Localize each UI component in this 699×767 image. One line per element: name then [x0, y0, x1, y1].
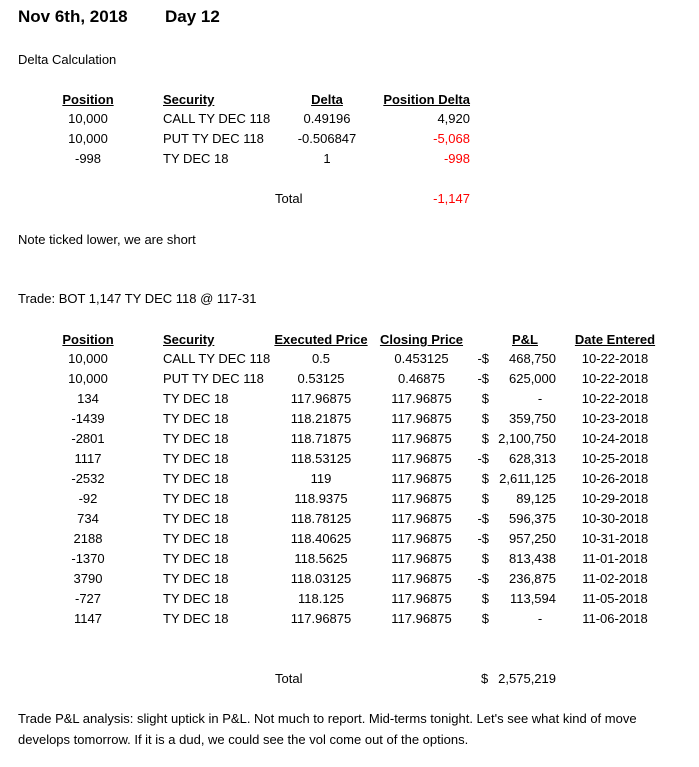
delta-section-title: Delta Calculation	[18, 52, 117, 67]
column-header-pnl: P&L	[512, 332, 538, 347]
pnl-cell: 113,594	[509, 591, 556, 606]
date-entered-cell: 10-25-2018	[581, 451, 649, 466]
closing-price-cell: 117.96875	[391, 431, 452, 446]
column-header-security: Security	[163, 92, 215, 107]
trade-row	[0, 529, 699, 549]
date-entered-cell: 11-05-2018	[582, 591, 648, 606]
security-cell: TY DEC 18	[163, 591, 229, 606]
pnl-cell: 359,750	[509, 411, 556, 426]
executed-price-cell: 118.125	[297, 591, 345, 606]
trade-row	[0, 589, 699, 609]
position-cell: -1439	[71, 411, 105, 426]
delta-total-value: -1,147	[433, 191, 470, 206]
pnl-cell: 628,313	[509, 451, 556, 466]
security-cell: TY DEC 18	[163, 491, 229, 506]
trade-total-value: 2,575,219	[498, 671, 556, 686]
date-entered-cell: 10-26-2018	[581, 471, 649, 486]
security-cell: TY DEC 18	[163, 431, 229, 446]
closing-price-cell: 117.96875	[391, 391, 452, 406]
security-cell: PUT TY DEC 118	[163, 131, 264, 146]
executed-price-cell: 118.21875	[290, 411, 352, 426]
security-cell: TY DEC 18	[163, 151, 229, 166]
pnl-sign-cell: -$	[477, 451, 489, 466]
trade-row	[0, 489, 699, 509]
closing-price-cell: 117.96875	[391, 411, 452, 426]
position-cell: 134	[77, 391, 99, 406]
column-header-executed-price: Executed Price	[274, 332, 368, 347]
pnl-cell: 813,438	[509, 551, 556, 566]
pnl-cell: 625,000	[509, 371, 556, 386]
date-entered-cell: 11-06-2018	[582, 611, 648, 626]
position-cell: -2801	[71, 431, 105, 446]
security-cell: CALL TY DEC 118	[163, 351, 271, 366]
date-entered-cell: 11-02-2018	[582, 571, 648, 586]
pnl-sign-cell: $	[481, 471, 489, 486]
trade-row	[0, 609, 699, 629]
pnl-sign-cell: $	[481, 591, 489, 606]
column-header-position-delta: Position Delta	[383, 92, 470, 107]
pnl-sign-cell: -$	[477, 531, 489, 546]
executed-price-cell: 118.78125	[290, 511, 352, 526]
closing-price-cell: 0.453125	[394, 351, 449, 366]
delta-table-header	[0, 90, 699, 110]
closing-price-cell: 117.96875	[391, 511, 452, 526]
executed-price-cell: 118.40625	[290, 531, 352, 546]
pnl-sign-cell: $	[481, 411, 489, 426]
column-header-delta: Delta	[311, 92, 343, 107]
security-cell: TY DEC 18	[163, 451, 229, 466]
executed-price-cell: 118.9375	[294, 491, 348, 506]
closing-price-cell: 117.96875	[391, 611, 452, 626]
trade-row	[0, 389, 699, 409]
delta-row	[0, 109, 699, 129]
closing-price-cell: 117.96875	[391, 531, 452, 546]
pnl-cell: 596,375	[509, 511, 556, 526]
pnl-sign-cell: $	[481, 611, 489, 626]
date-entered-cell: 10-23-2018	[581, 411, 649, 426]
security-cell: CALL TY DEC 118	[163, 111, 271, 126]
position-delta-cell: -998	[443, 151, 470, 166]
position-cell: 734	[77, 511, 99, 526]
column-header-date-entered: Date Entered	[574, 332, 656, 347]
pnl-cell: 89,125	[516, 491, 556, 506]
position-delta-cell: 4,920	[437, 111, 470, 126]
trade-row	[0, 549, 699, 569]
analysis-line-2: develops tomorrow. If it is a dud, we could see the vol come out of the options.	[18, 732, 469, 747]
trade-row	[0, 449, 699, 469]
position-cell: -998	[74, 151, 102, 166]
analysis-line-1: Trade P&L analysis: slight uptick in P&L. Not much to report. Mid-terms tonight. Let's see what kind of move	[18, 711, 637, 726]
executed-price-cell: 117.96875	[290, 391, 352, 406]
pnl-cell: 468,750	[509, 351, 556, 366]
closing-price-cell: 117.96875	[391, 471, 452, 486]
position-cell: -2532	[71, 471, 105, 486]
column-header-position: Position	[62, 92, 114, 107]
trade-table-header	[0, 330, 699, 350]
date-entered-cell: 10-31-2018	[581, 531, 649, 546]
pnl-sign-cell: -$	[477, 511, 489, 526]
executed-price-cell: 117.96875	[290, 611, 352, 626]
delta-row	[0, 149, 699, 169]
pnl-cell: 957,250	[509, 531, 556, 546]
delta-cell: 0.49196	[303, 111, 351, 126]
security-cell: PUT TY DEC 118	[163, 371, 264, 386]
executed-price-cell: 119	[310, 471, 332, 486]
security-cell: TY DEC 18	[163, 531, 229, 546]
trade-row	[0, 429, 699, 449]
position-cell: 10,000	[68, 111, 108, 126]
column-header-closing-price: Closing Price	[379, 332, 464, 347]
trade-row	[0, 469, 699, 489]
pnl-cell: 2,611,125	[499, 471, 556, 486]
position-cell: -92	[78, 491, 98, 506]
date-entered-cell: 10-22-2018	[581, 351, 649, 366]
closing-price-cell: 117.96875	[391, 571, 452, 586]
pnl-cell: 2,100,750	[498, 431, 556, 446]
security-cell: TY DEC 18	[163, 511, 229, 526]
closing-price-cell: 0.46875	[398, 371, 445, 386]
pnl-cell: 236,875	[509, 571, 556, 586]
security-cell: TY DEC 18	[163, 471, 229, 486]
date-entered-cell: 10-30-2018	[581, 511, 649, 526]
closing-price-cell: 117.96875	[391, 591, 452, 606]
pnl-sign-cell: -$	[477, 371, 489, 386]
pnl-sign-cell: -$	[477, 351, 489, 366]
date-entered-cell: 10-29-2018	[581, 491, 649, 506]
date-entered-cell: 10-24-2018	[581, 431, 649, 446]
position-cell: 10,000	[68, 131, 108, 146]
delta-cell: 1	[323, 151, 331, 166]
security-cell: TY DEC 18	[163, 571, 229, 586]
position-cell: 3790	[73, 571, 103, 586]
report-date: Nov 6th, 2018	[18, 7, 128, 26]
column-header-security: Security	[163, 332, 215, 347]
trade-row	[0, 569, 699, 589]
position-cell: 1147	[74, 611, 102, 626]
closing-price-cell: 117.96875	[391, 551, 452, 566]
pnl-cell: -	[537, 611, 543, 626]
executed-price-cell: 118.5625	[294, 551, 348, 566]
executed-price-cell: 0.5	[311, 351, 331, 366]
closing-price-cell: 117.96875	[391, 451, 452, 466]
executed-price-cell: 118.53125	[290, 451, 352, 466]
trade-row	[0, 509, 699, 529]
position-cell: 10,000	[68, 371, 108, 386]
pnl-cell: -	[537, 391, 543, 406]
pnl-sign-cell: -$	[477, 571, 489, 586]
position-cell: 10,000	[68, 351, 108, 366]
security-cell: TY DEC 18	[163, 551, 229, 566]
date-entered-cell: 10-22-2018	[581, 391, 649, 406]
security-cell: TY DEC 18	[163, 411, 229, 426]
delta-cell: -0.506847	[297, 131, 357, 146]
executed-price-cell: 0.53125	[297, 371, 345, 386]
date-entered-cell: 10-22-2018	[581, 371, 649, 386]
delta-total-label: Total	[275, 191, 303, 206]
pnl-sign-cell: $	[481, 491, 489, 506]
closing-price-cell: 117.96875	[391, 491, 452, 506]
position-cell: -1370	[71, 551, 105, 566]
trade-total-sign: $	[481, 671, 489, 686]
executed-price-cell: 118.03125	[290, 571, 352, 586]
position-cell: -727	[74, 591, 102, 606]
security-cell: TY DEC 18	[163, 611, 229, 626]
trade-total-label: Total	[275, 671, 303, 686]
trade-total-row	[0, 669, 699, 689]
pnl-sign-cell: $	[481, 551, 489, 566]
delta-note: Note ticked lower, we are short	[18, 232, 196, 247]
position-cell: 1117	[74, 451, 102, 466]
delta-row	[0, 129, 699, 149]
delta-total-row	[0, 189, 699, 209]
trade-line: Trade: BOT 1,147 TY DEC 118 @ 117-31	[18, 291, 257, 306]
pnl-sign-cell: $	[481, 431, 489, 446]
trade-row	[0, 349, 699, 369]
position-cell: 2188	[73, 531, 103, 546]
security-cell: TY DEC 18	[163, 391, 229, 406]
report-day: Day 12	[165, 7, 220, 26]
date-entered-cell: 11-01-2018	[582, 551, 648, 566]
pnl-sign-cell: $	[481, 391, 489, 406]
trade-row	[0, 369, 699, 389]
column-header-position: Position	[62, 332, 114, 347]
position-delta-cell: -5,068	[433, 131, 470, 146]
executed-price-cell: 118.71875	[290, 431, 352, 446]
trade-row	[0, 409, 699, 429]
